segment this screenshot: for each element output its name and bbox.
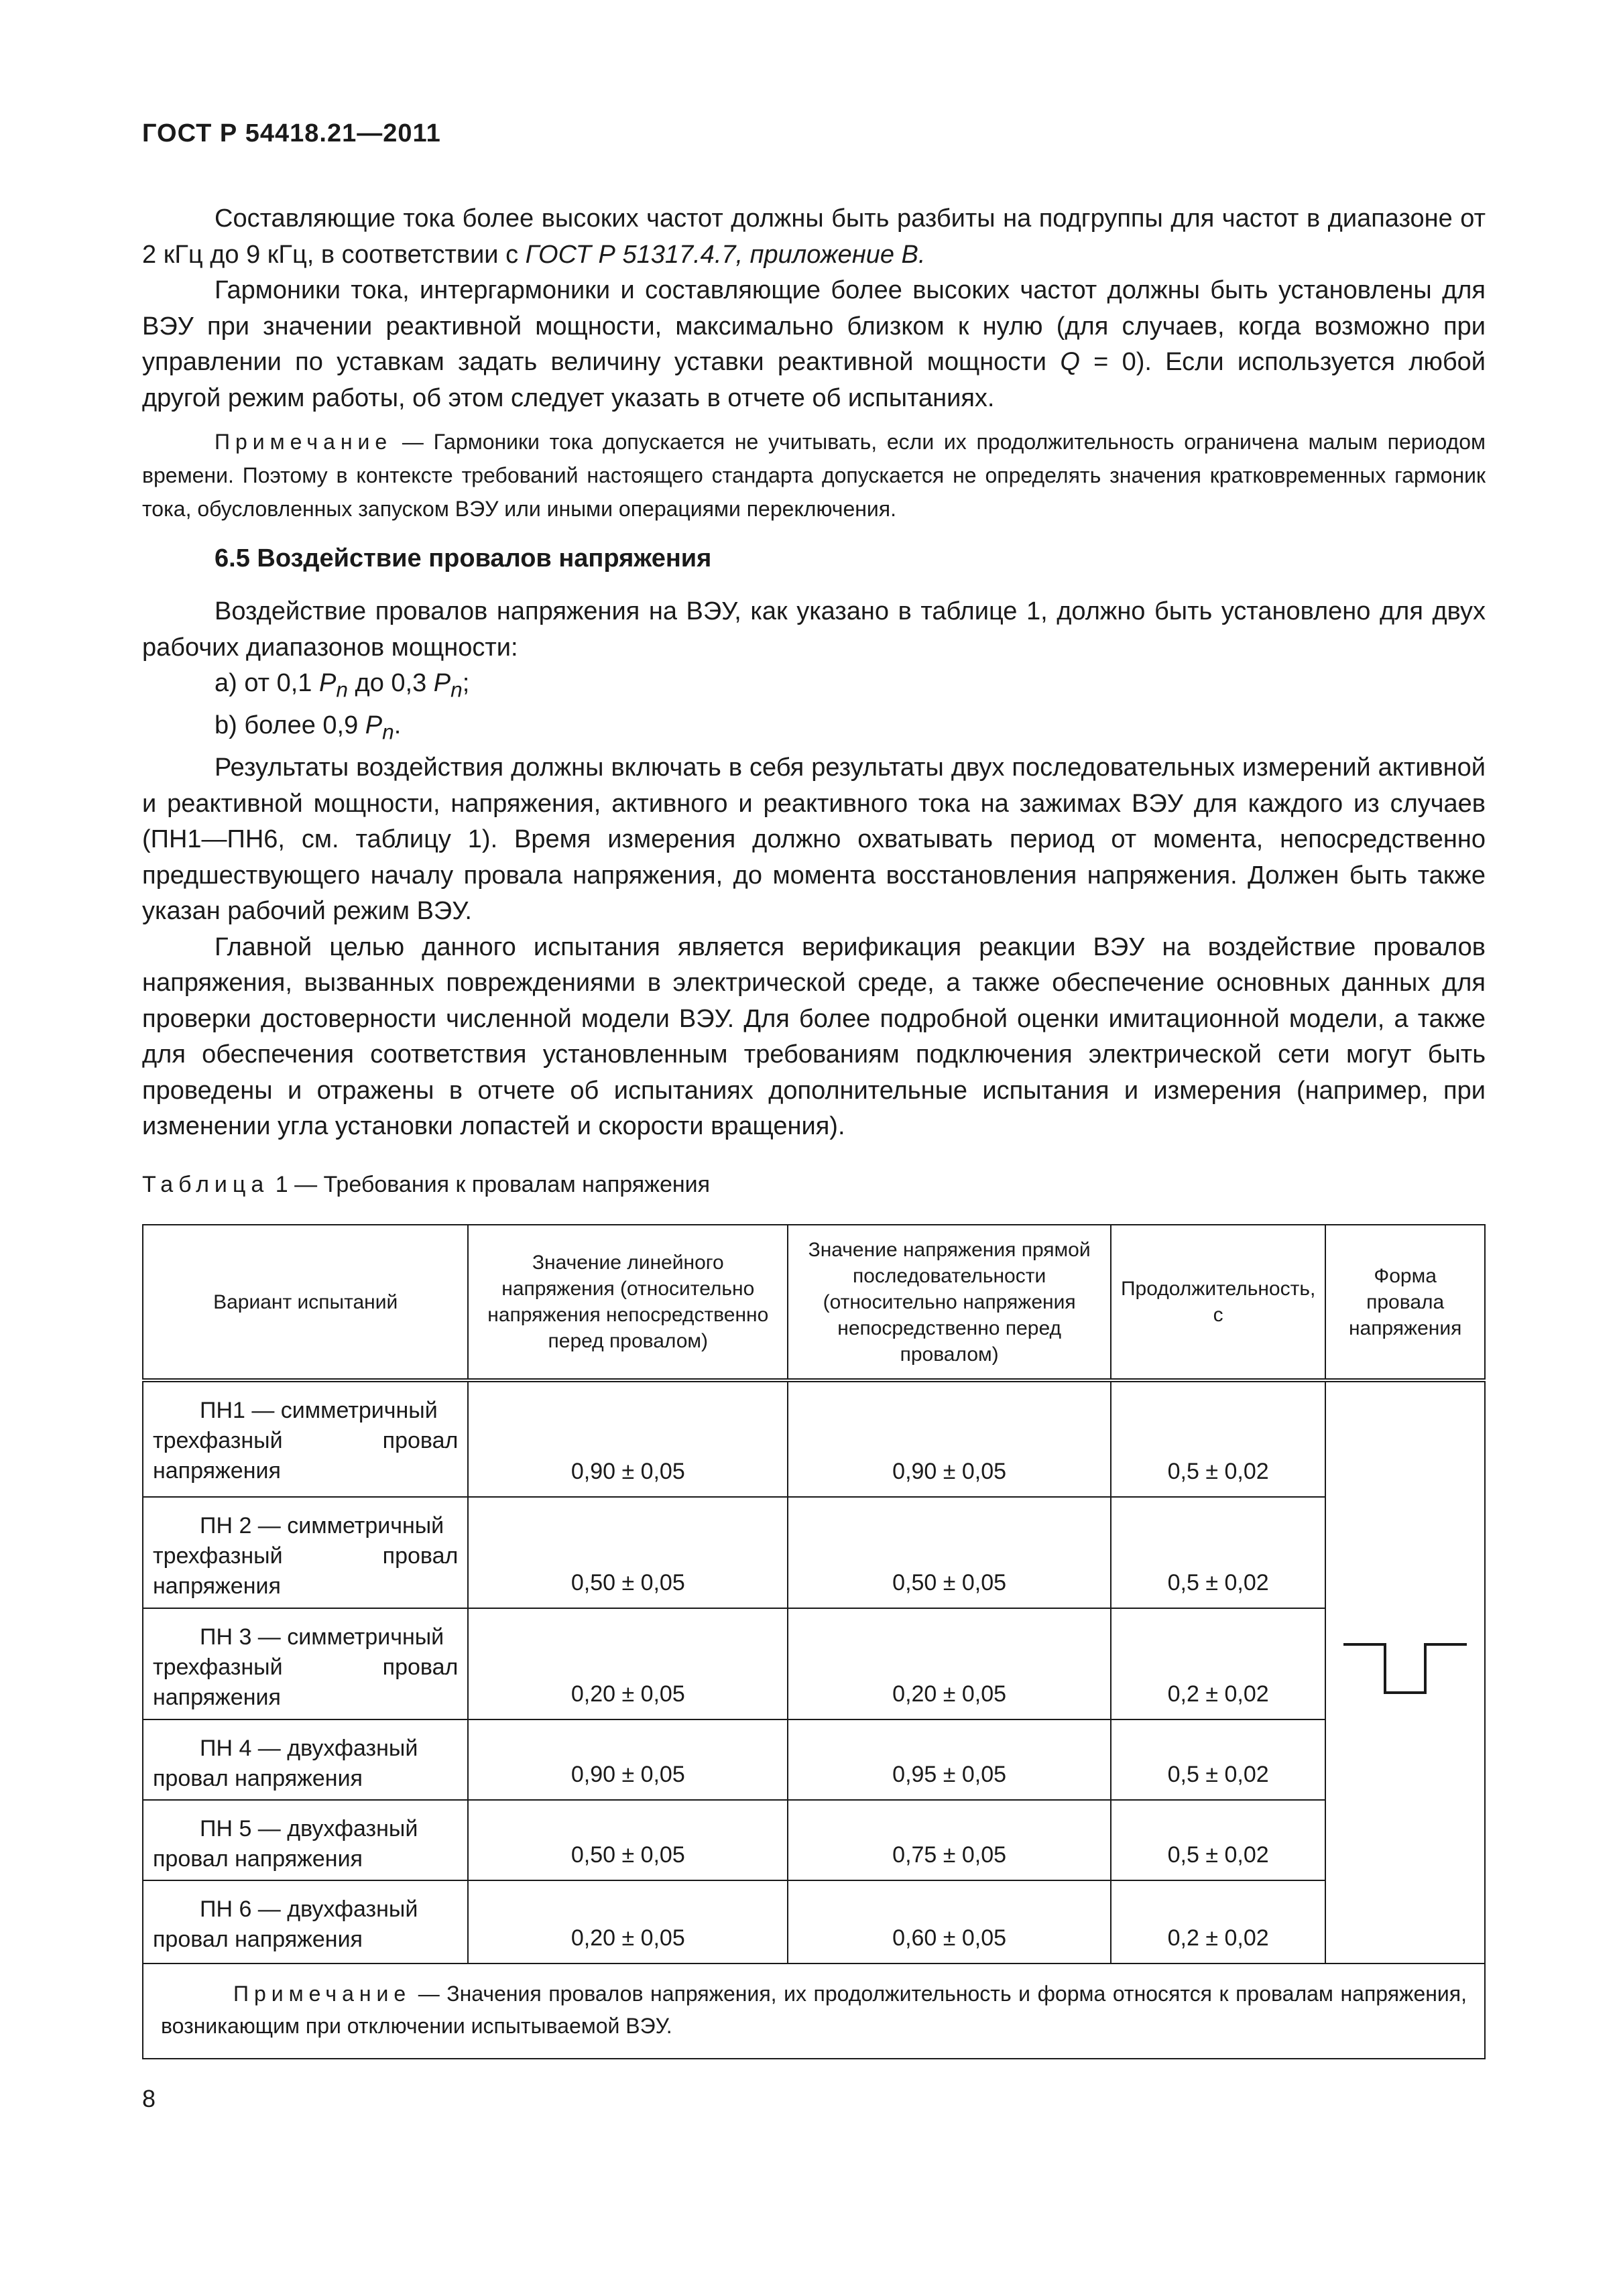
linear-voltage-cell: 0,20 ± 0,05 (468, 1880, 788, 1963)
paragraph-frequency-groups: Составляющие тока более высоких частот должны быть разбиты на подгруппы для частот в диапазоне от 2 кГц до 9 кГц, в соответствии с ГОСТ Р 51317.4.7, приложение В. (142, 204, 1486, 269)
document-code: ГОСТ Р 54418.21—2011 (142, 119, 441, 147)
positive-sequence-cell: 0,90 ± 0,05 (788, 1380, 1111, 1497)
duration-cell: 0,5 ± 0,02 (1111, 1719, 1325, 1800)
table-note-row (143, 1963, 1485, 2059)
list-item-a: а) от 0,1 $P_n$ до 0,3 $P_n$; (215, 669, 470, 702)
paragraph-purpose: Главной целью данного испытания является верификация реакции ВЭУ на воздействие провалов напряжения, вызванных повреждениями в электрической среде, а также обеспечение основных данных для проверки достоверности численной модели ВЭУ. Для более подробной оценки имитационной модели, а также для обеспечения соответствия установленным требованиям подключения электрической сети могут быть проведены и отражены в отчете об испытаниях дополнительные испытания и измерения (например, при изменении угла установки лопастей и скорости вращения). (142, 932, 1486, 1141)
dip-shape-cell (1325, 1380, 1485, 1963)
linear-voltage-cell: 0,50 ± 0,05 (468, 1497, 788, 1608)
positive-sequence-cell: 0,95 ± 0,05 (788, 1719, 1111, 1800)
header-duration: Продолжительность, с (1111, 1225, 1325, 1380)
header-variant: Вариант испытаний (143, 1225, 468, 1380)
header-positive-sequence: Значение напряжения прямой последовательности (относительно напряжения непосредственно перед провалом) (788, 1225, 1111, 1380)
header-linear-voltage: Значение линейного напряжения (относительно напряжения непосредственно перед провалом) (468, 1225, 788, 1380)
table-row (143, 1608, 1485, 1719)
page-number: 8 (142, 2085, 156, 2112)
variant-cell: ПН1 — симметричный трехфазный провал напряжения (143, 1380, 468, 1497)
intro-paragraphs (142, 201, 1486, 416)
duration-cell: 0,2 ± 0,02 (1111, 1608, 1325, 1719)
voltage-dip-shape-icon (1338, 1628, 1472, 1709)
variant-cell: ПН 6 — двухфазный провал напряжения (143, 1880, 468, 1963)
variant-cell: ПН 4 — двухфазный провал напряжения (143, 1719, 468, 1800)
note-text: — Гармоники тока допускается не учитывать, если их продолжительность ограничена малым периодом времени. Поэтому в контексте требований настоящего стандарта допускается не определять значения кратковременных гармоник тока, обусловленных запуском ВЭУ или иными операциями переключения. (142, 430, 1486, 521)
table-row (143, 1719, 1485, 1800)
table-note: Примечание — Значения провалов напряжения, их продолжительность и форма относятся к провалам напряжения, возникающим при отключении испытываемой ВЭУ. (143, 1963, 1485, 2059)
variant-cell: ПН 5 — двухфазный провал напряжения (143, 1800, 468, 1880)
section-heading: 6.5 Воздействие провалов напряжения (215, 544, 712, 572)
table-row (143, 1880, 1485, 1963)
list-item-b: b) более 0,9 $P_n$. (215, 711, 402, 744)
variant-cell: ПН 2 — симметричный трехфазный провал напряжения (143, 1497, 468, 1608)
voltage-dip-requirements-table (142, 1224, 1486, 2059)
positive-sequence-cell: 0,75 ± 0,05 (788, 1800, 1111, 1880)
duration-cell: 0,5 ± 0,02 (1111, 1497, 1325, 1608)
positive-sequence-cell: 0,60 ± 0,05 (788, 1880, 1111, 1963)
linear-voltage-cell: 0,20 ± 0,05 (468, 1608, 788, 1719)
duration-cell: 0,5 ± 0,02 (1111, 1800, 1325, 1880)
linear-voltage-cell: 0,90 ± 0,05 (468, 1380, 788, 1497)
table-row (143, 1380, 1485, 1497)
note-label: Примечание (215, 430, 393, 454)
positive-sequence-cell: 0,20 ± 0,05 (788, 1608, 1111, 1719)
table-header-row (143, 1225, 1485, 1380)
harmonics-note (142, 425, 1486, 526)
linear-voltage-cell: 0,50 ± 0,05 (468, 1800, 788, 1880)
positive-sequence-cell: 0,50 ± 0,05 (788, 1497, 1111, 1608)
duration-cell: 0,2 ± 0,02 (1111, 1880, 1325, 1963)
table-row (143, 1497, 1485, 1608)
section-intro: Воздействие провалов напряжения на ВЭУ, как указано в таблице 1, должно быть установлено для двух рабочих диапазонов мощности: (142, 597, 1486, 662)
table-caption: Таблица 1 — Требования к провалам напряжения (142, 1172, 711, 1197)
duration-cell: 0,5 ± 0,02 (1111, 1380, 1325, 1497)
linear-voltage-cell: 0,90 ± 0,05 (468, 1719, 788, 1800)
standard-reference: ГОСТ Р 51317.4.7, приложение В. (525, 240, 926, 269)
table-row (143, 1800, 1485, 1880)
header-dip-shape: Форма провала напряжения (1325, 1225, 1485, 1380)
variant-cell: ПН 3 — симметричный трехфазный провал напряжения (143, 1608, 468, 1719)
paragraph-results: Результаты воздействия должны включать в себя результаты двух последовательных измерений активной и реактивной мощности, напряжения, активного и реактивного тока на зажимах ВЭУ для каждого из случаев (ПН1—ПН6, см. таблицу 1). Время измерения должно охватывать период от момента, непосредственно предшествующего началу провала напряжения, до момента восстановления напряжения. Должен быть также указан рабочий режим ВЭУ. (142, 753, 1486, 926)
section-body (142, 594, 1486, 1145)
paragraph-harmonics: Гармоники тока, интергармоники и составляющие более высоких частот должны быть установлены для ВЭУ при значении реактивной мощности, максимально близком к нулю (для случаев, когда возможно при управлении по уставкам задать величину уставки реактивной мощности Q = 0). Если используется любой другой режим работы, об этом следует указать в отчете об испытаниях. (142, 276, 1486, 412)
